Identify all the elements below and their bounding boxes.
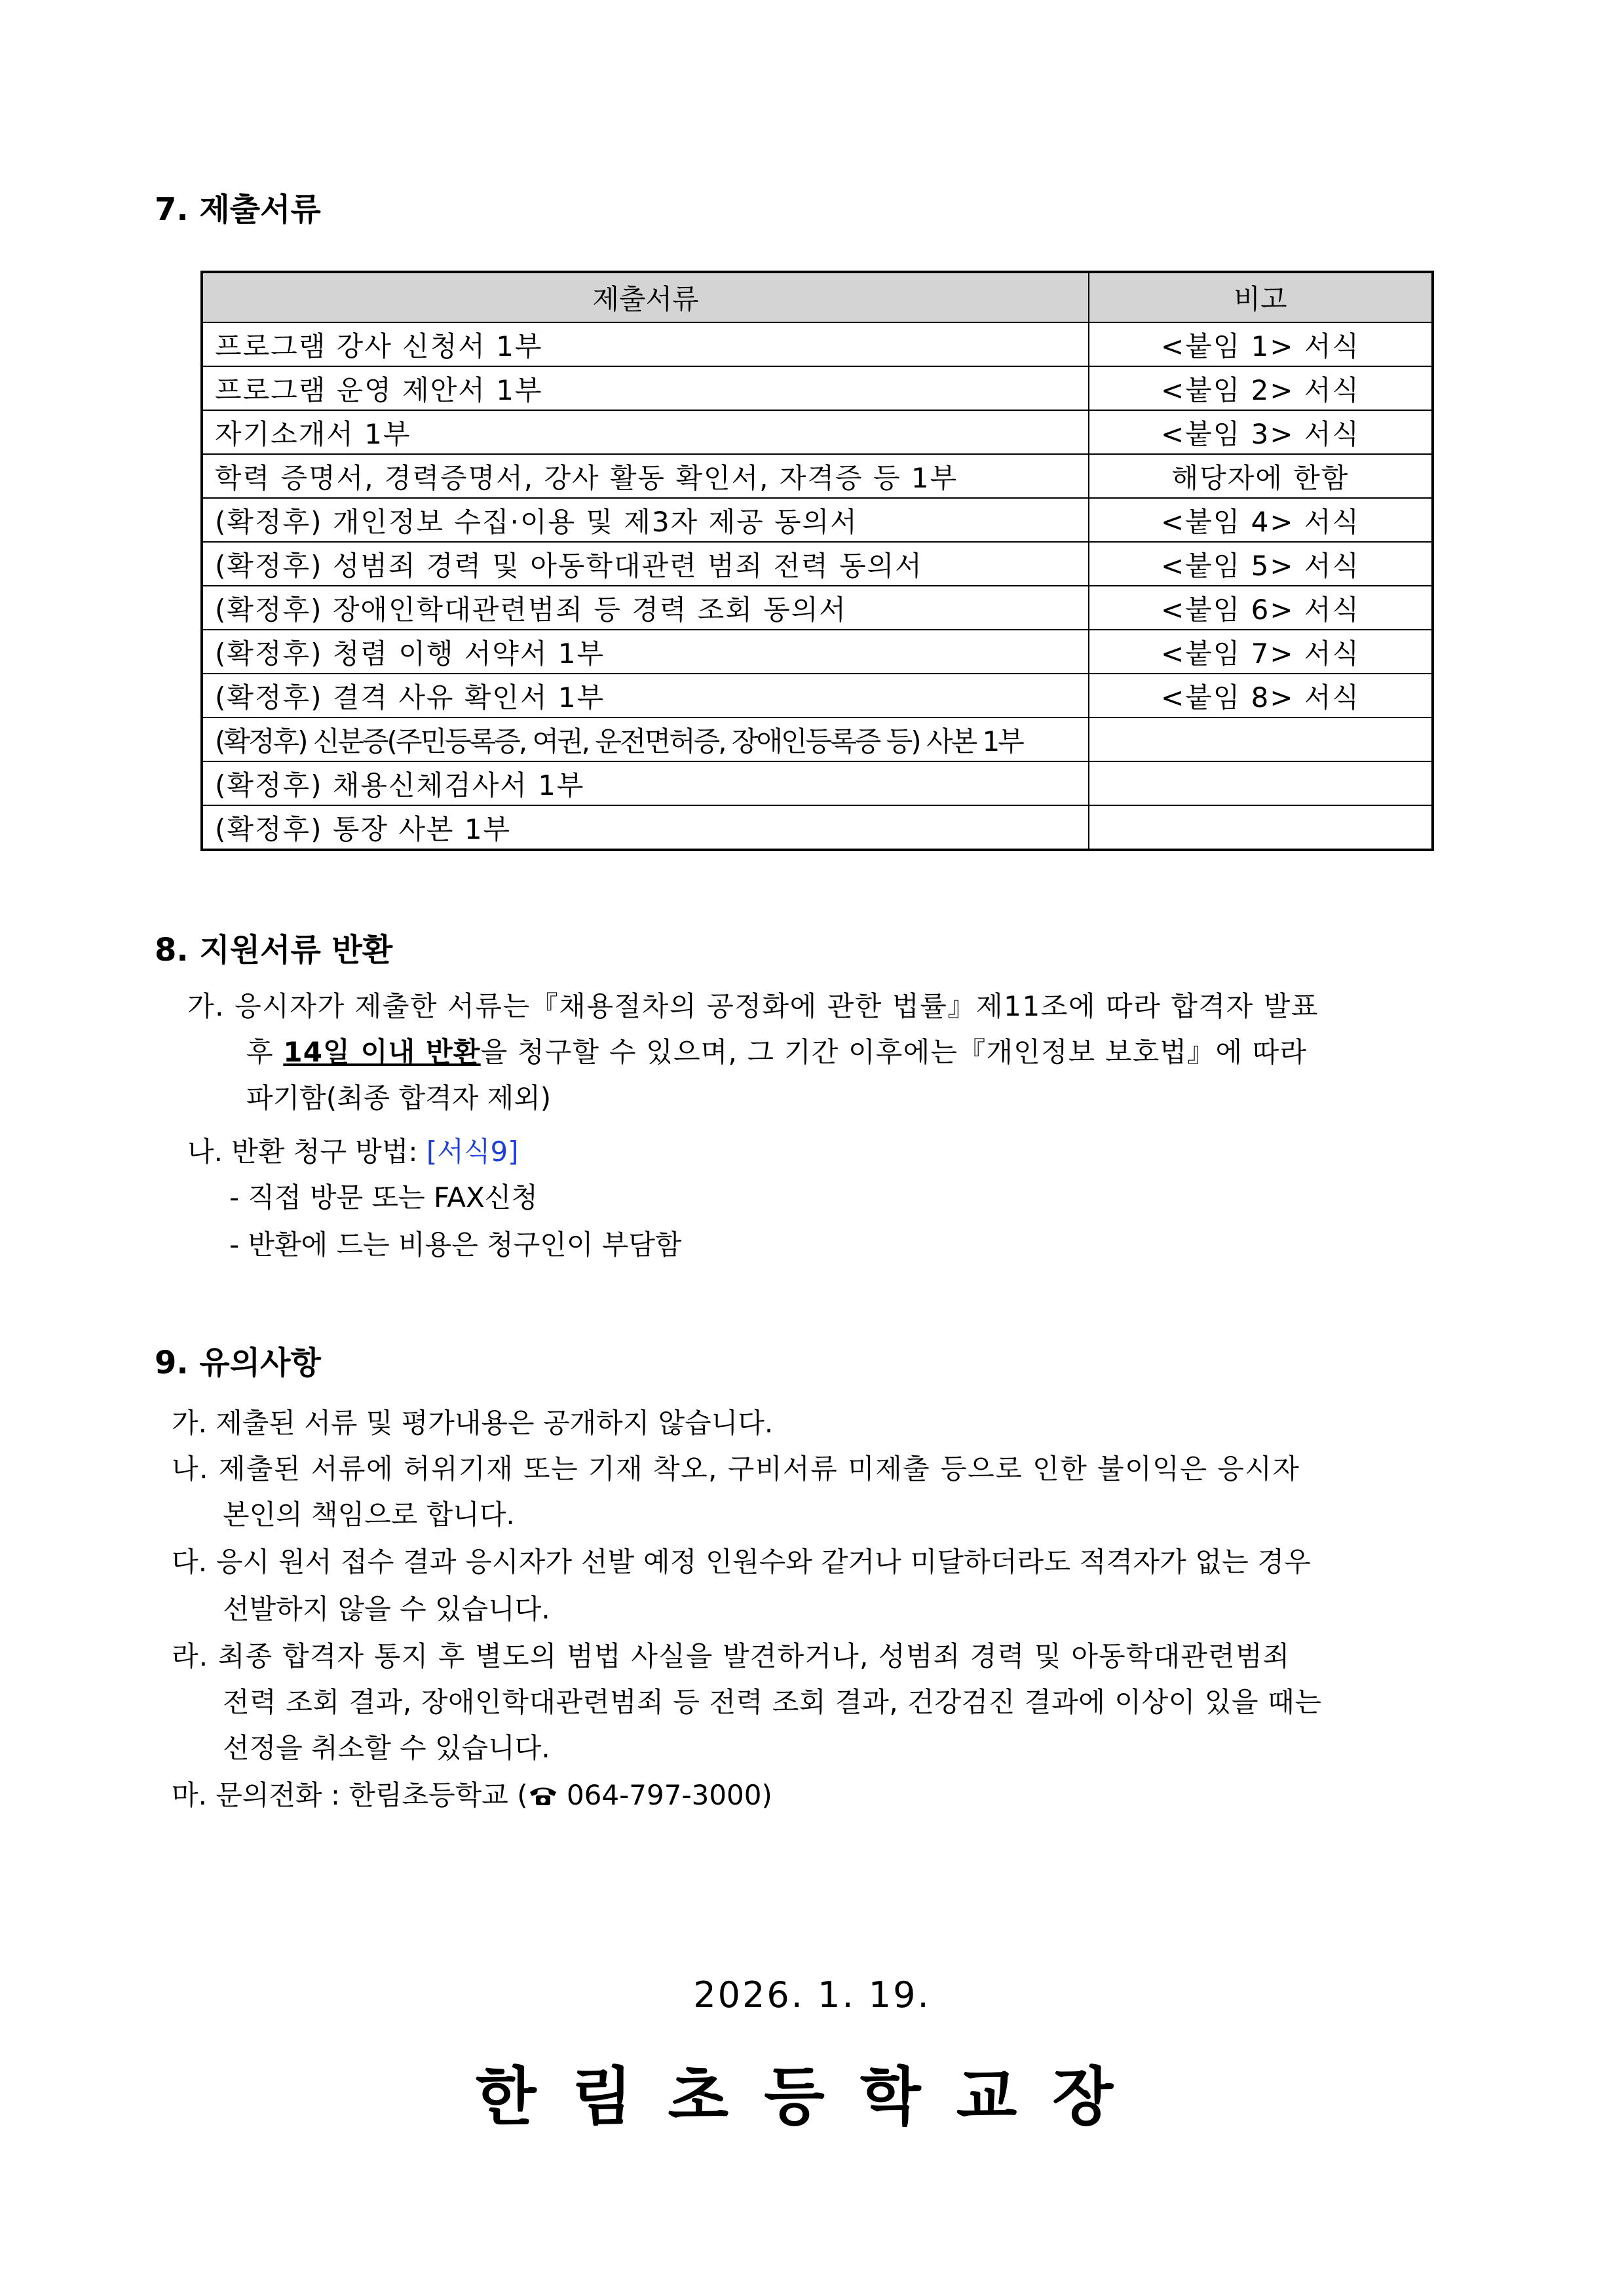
note-cell: <붙임 4> 서식 xyxy=(1089,498,1433,542)
s8-dash-item-1: - 직접 방문 또는 FAX신청 xyxy=(229,1181,538,1214)
table-row xyxy=(202,454,1433,498)
s9-phone-number: 064-797-3000) xyxy=(566,1779,772,1811)
s8-na-text: 나. 반환 청구 방법: xyxy=(187,1136,426,1168)
note-cell: <붙임 5> 서식 xyxy=(1089,542,1433,586)
document-cell: (확정후) 청렴 이행 서약서 1부 xyxy=(202,630,1089,674)
column-header-documents: 제출서류 xyxy=(202,272,1089,322)
document-cell: (확정후) 채용신체검사서 1부 xyxy=(202,761,1089,805)
document-cell: 학력 증명서, 경력증명서, 강사 활동 확인서, 자격증 등 1부 xyxy=(202,454,1089,498)
note-cell xyxy=(1089,761,1433,805)
table-row xyxy=(202,805,1433,850)
s8-dash-item-2: - 반환에 드는 비용은 청구인이 부담함 xyxy=(229,1229,682,1261)
s9-item-da-line2: 선발하지 않을 수 있습니다. xyxy=(223,1593,550,1625)
document-date: 2026. 1. 19. xyxy=(693,1974,931,2016)
document-cell: 자기소개서 1부 xyxy=(202,410,1089,454)
section-7-title: 7. 제출서류 xyxy=(155,191,321,228)
note-cell xyxy=(1089,805,1433,850)
note-cell: 해당자에 한함 xyxy=(1089,454,1433,498)
s9-item-ga: 가. 제출된 서류 및 평가내용은 공개하지 않습니다. xyxy=(172,1407,774,1439)
s9-item-ra-line2: 전력 조회 결과, 장애인학대관련범죄 등 전력 조회 결과, 건강검진 결과에 이상이 있을 때는 xyxy=(223,1686,1322,1718)
document-cell: 프로그램 강사 신청서 1부 xyxy=(202,322,1089,366)
s9-item-ma xyxy=(172,1777,772,1814)
note-cell: <붙임 1> 서식 xyxy=(1089,322,1433,366)
table-row xyxy=(202,410,1433,454)
s9-item-na-line1: 나. 제출된 서류에 허위기재 또는 기재 착오, 구비서류 미제출 등으로 인한 불이익은 응시자 xyxy=(172,1453,1300,1485)
principal-signature: 한림초등학교장 xyxy=(475,2060,1149,2133)
table-row xyxy=(202,761,1433,805)
s8-ga-text-post: 을 청구할 수 있으며, 그 기간 이후에는『개인정보 보호법』에 따라 xyxy=(480,1036,1308,1068)
note-cell: <붙임 3> 서식 xyxy=(1089,410,1433,454)
table-row xyxy=(202,718,1433,761)
table-row xyxy=(202,586,1433,630)
s9-item-ra-line1: 라. 최종 합격자 통지 후 별도의 범법 사실을 발견하거나, 성범죄 경력 및 아동학대관련범죄 xyxy=(172,1640,1291,1672)
submission-documents-table xyxy=(200,271,1434,851)
note-cell: <붙임 2> 서식 xyxy=(1089,366,1433,410)
table-row xyxy=(202,498,1433,542)
document-cell: 프로그램 운영 제안서 1부 xyxy=(202,366,1089,410)
table-row xyxy=(202,366,1433,410)
document-cell: (확정후) 결격 사유 확인서 1부 xyxy=(202,674,1089,718)
document-cell: (확정후) 성범죄 경력 및 아동학대관련 범죄 전력 동의서 xyxy=(202,542,1089,586)
s9-item-da-line1: 다. 응시 원서 접수 결과 응시자가 선발 예정 인원수와 같거나 미달하더라도 적격자가 없는 경우 xyxy=(172,1546,1312,1578)
document-cell: (확정후) 장애인학대관련범죄 등 경력 조회 동의서 xyxy=(202,586,1089,630)
section-9-title: 9. 유의사항 xyxy=(155,1345,321,1381)
table-row xyxy=(202,630,1433,674)
s8-item-ga-line1: 가. 응시자가 제출한 서류는『채용절차의 공정화에 관한 법률』제11조에 따라 합격자 발표 xyxy=(187,990,1319,1022)
s8-ga-text-pre: 후 xyxy=(246,1036,284,1068)
return-period-emphasis: 14일 이내 반환 xyxy=(283,1036,481,1068)
s9-ma-text: 마. 문의전화 : 한림초등학교 ( xyxy=(172,1779,528,1811)
s8-item-ga-line3: 파기함(최종 합격자 제외) xyxy=(246,1082,552,1114)
note-cell xyxy=(1089,718,1433,761)
table-row xyxy=(202,674,1433,718)
section-8-title: 8. 지원서류 반환 xyxy=(155,932,393,968)
table-header-row xyxy=(202,272,1433,322)
note-cell: <붙임 6> 서식 xyxy=(1089,586,1433,630)
form-9-link[interactable]: [서식9] xyxy=(426,1136,519,1168)
document-cell: (확정후) 통장 사본 1부 xyxy=(202,805,1089,850)
telephone-icon xyxy=(528,1779,558,1801)
table-row xyxy=(202,322,1433,366)
note-cell: <붙임 8> 서식 xyxy=(1089,674,1433,718)
table-row xyxy=(202,542,1433,586)
s8-item-ga-line2 xyxy=(246,1034,1307,1071)
document-cell: (확정후) 신분증(주민등록증, 여권, 운전면허증, 장애인등록증 등) 사본 1부 xyxy=(202,718,1089,761)
document-cell: (확정후) 개인정보 수집·이용 및 제3자 제공 동의서 xyxy=(202,498,1089,542)
column-header-notes: 비고 xyxy=(1089,272,1433,322)
note-cell: <붙임 7> 서식 xyxy=(1089,630,1433,674)
s9-item-ra-line3: 선정을 취소할 수 있습니다. xyxy=(223,1732,550,1764)
s9-item-na-line2: 본인의 책임으로 합니다. xyxy=(223,1499,515,1531)
s8-item-na xyxy=(187,1134,519,1170)
